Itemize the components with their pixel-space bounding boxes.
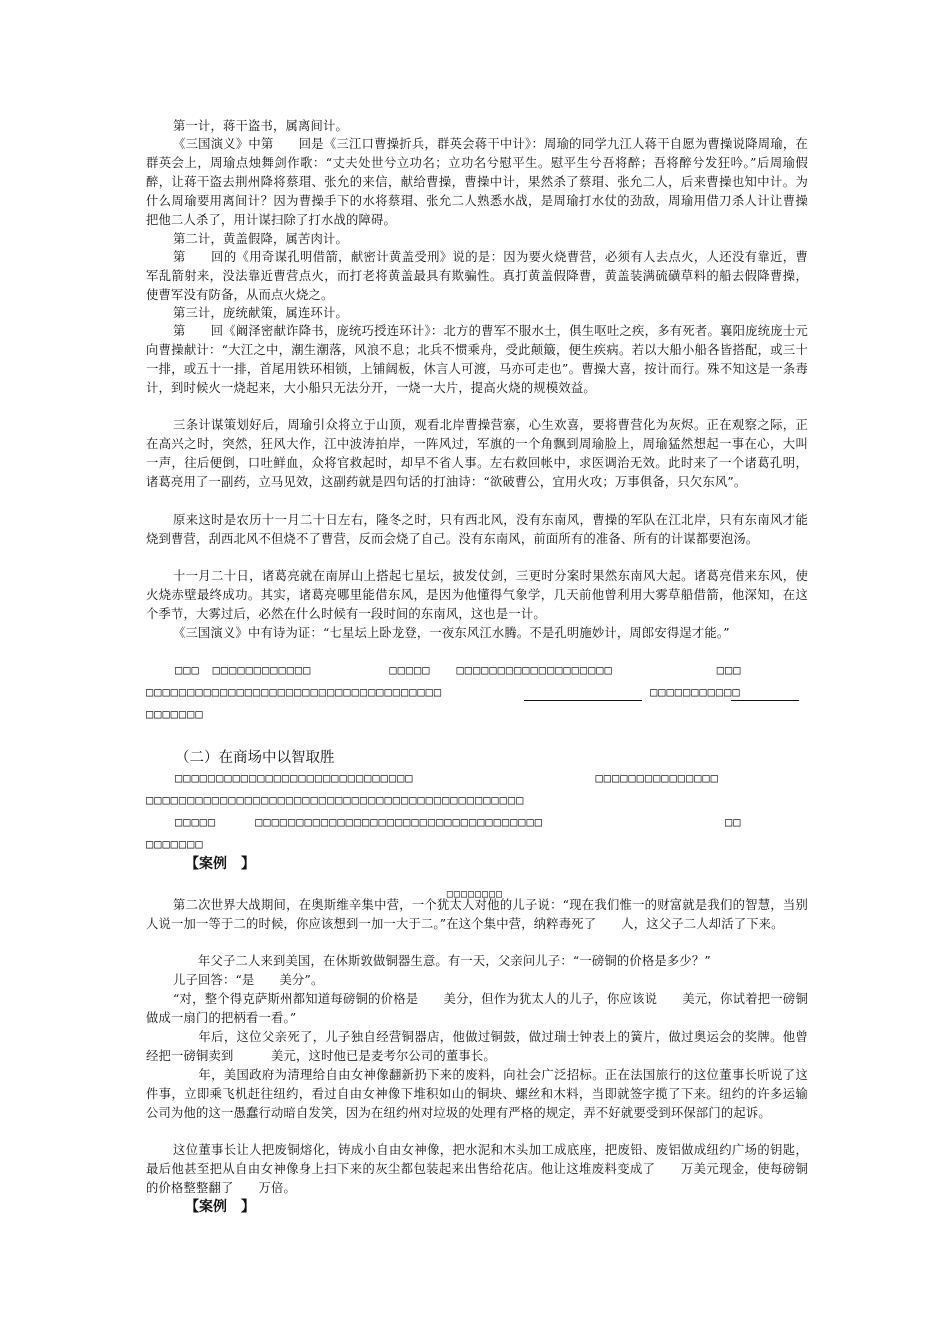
garbled-line: □□□□□□□	[146, 837, 204, 851]
paragraph-wind-direction: 原来这时是农历十一月二十日左右，隆冬之时，只有西北风，没有东南风，曹操的军队在江北岸，只有东南风才能烧到曹营，刮西北风不但烧不了曹营，反而会烧了自己。没有东南风，前面所有的准备、所有的计谋都要泡汤。	[146, 513, 808, 546]
garbled-line: □□□□□ □□□□□□□□□□□□□□□□□□□□□□□□□□□□□□□□□□□ □□	[175, 815, 742, 829]
paragraph-first-strategy-title: 第一计，蒋干盗书，属离间计。	[173, 119, 348, 133]
paragraph-seven-star-altar: 十一月二十日，诸葛亮就在南屏山上搭起七星坛，披发仗剑，三更时分案时果然东南风大起。诸葛亮借来东风，使火烧赤壁最终成功。其实，诸葛亮哪里能借东风，是因为他懂得气象学，几天前他曾利用大雾草船借箭，他深知，在这个季节，大雾过后，必然在什么时候有一段时间的东南风，这也是一计。	[146, 569, 808, 621]
garbled-line: □□□□□□□□□□□□□□□□□□□□□□□□□□□□□□□□□□□□□□□□□□□□□□	[146, 793, 525, 807]
blank-underline	[524, 700, 642, 701]
paragraph-son-business: 年后，这位父亲死了，儿子独自经营铜器店，他做过铜鼓，做过瑞士钟表上的簧片，做过奥运会的奖牌。他曾经把一磅铜卖到 美元，这时他已是麦考尔公司的董事长。	[146, 1030, 808, 1063]
paragraph-poem: 《三国演义》中有诗为证：“七星坛上卧龙登，一夜东风江水腾。不是孔明施妙计，周郎安得逞才能。”	[173, 626, 730, 640]
paragraph-statue-of-liberty: 年，美国政府为清理给自由女神像翻新扔下来的废料，向社会广泛招标。正在法国旅行的这位董事长听说了这件事，立即乘飞机赶往纽约，看过自由女神像下堆积如山的铜块、螺丝和木料，当即就签字揽了下来。纽约的许多运输公司为他的这一愚蠢行动暗自发笑，因为在纽约州对垃圾的处理有严格的规定，弄不好就要受到环保部门的起诉。	[146, 1068, 808, 1120]
paragraph-waste-to-cash: 这位董事长让人把废铜熔化，铸成小自由女神像，把水泥和木头加工成底座，把废铅、废铝做成纽约广场的钥匙，最后他甚至把从自由女神像身上扫下来的灰尘都包装起来出售给花店。他让这堆废料变成了 万美元现金，使每磅铜的价格整整翻了 万倍。	[146, 1143, 808, 1195]
case-subtitle: □□□□□□□□	[446, 889, 504, 900]
paragraph-jiang-gan: 《三国演义》中第 回是《三江口曹操折兵，群英会蒋干中计》：周瑜的同学九江人蒋干自愿为曹操说降周瑜，在群英会上，周瑜点烛舞剑作歌：“丈夫处世兮立功名；立功名兮慰平生。慰平生兮吾将醉；吾将醉兮发狂吟。”后周瑜假醉，让蒋干盗去荆州降将蔡瑁、张允的来信，献给曹操，曹操中计，果然杀了蔡瑁、张允二人，后来曹操也知中计。为什么周瑜要用离间计？因为曹操手下的水将蔡瑁、张允二人熟悉水战，是周瑜打水仗的劲敌，周瑜用借刀杀人计让曹操把他二人杀了，用计谋扫除了打水战的障碍。	[146, 137, 808, 227]
paragraph-father-reply: “对，整个得克萨斯州都知道每磅铜的价格是 美分，但作为犹太人的儿子，你应该说 美元，你试着把一磅铜做成一扇门的把柄看一看。”	[146, 992, 808, 1025]
paragraph-houston: 年父子二人来到美国，在休斯敦做铜器生意。有一天，父亲问儿子：“一磅铜的价格是多少？”	[173, 954, 711, 968]
paragraph-third-strategy-title: 第三计，庞统献策，属连环计。	[173, 306, 348, 320]
blank-underline	[731, 700, 799, 701]
garbled-line: □□□□□□□	[146, 707, 204, 721]
paragraph-auschwitz: 第二次世界大战期间，在奥斯维辛集中营，一个犹太人对他的儿子说：“现在我们惟一的财富就是我们的智慧，当别人说一加一等于二的时候，你应该想到一加一大于二。”在这个集中营，纳粹毒死了 人，这父子二人却活了下来。	[146, 898, 808, 931]
paragraph-zhou-yu-illness: 三条计谋策划好后，周瑜引众将立于山顶，观看北岸曹操营寨，心生欢喜，要将曹营化为灰烬。正在观察之际，正在高兴之时，突然，狂风大作，江中波涛拍岸，一阵风过，军旗的一个角飘到周瑜脸上，周瑜猛然想起一事在心，大叫一声，往后便倒，口吐鲜血，众将官救起时，却早不省人事。左右救回帐中，求医调治无效。此时来了一个诸葛孔明，诸葛亮用了一副药，立马见效，这副药就是四句话的打油诗：“欲破曹公，宜用火攻；万事俱备，只欠东风”。	[146, 418, 808, 489]
paragraph-second-strategy-title: 第二计，黄盖假降，属苦肉计。	[173, 232, 348, 246]
garbled-line: □□□□□□□□□□□□□□□□□□□□□□□□□□□□□ □□□□□□□□□□□□□□□	[175, 771, 719, 785]
section-heading: （二）在商场中以智取胜	[175, 750, 335, 766]
garbled-line: □□□ □□□□□□□□□□□□ □□□□□ □□□□□□□□□□□□□□□□□□□ □□□	[175, 663, 742, 677]
case-label: 【案例 】	[185, 856, 255, 872]
paragraph-son-answer: 儿子回答：“是 美分”。	[173, 973, 324, 987]
case-label: 【案例 】	[185, 1199, 255, 1215]
paragraph-pang-tong: 第 回《阚泽密献诈降书，庞统巧授连环计》：北方的曹军不服水土，俱生呕吐之疾，多有死者。襄阳庞统庞士元向曹操献计：“大江之中，潮生潮落，风浪不息；北兵不惯乘舟，受此颠簸，便生疾病。若以大船小船各皆搭配，或三十一排，或五十一排，首尾用铁环相锁，上铺阔板，休言人可渡，马亦可走也”。曹操大喜，按计而行。殊不知这是一条毒计，到时候火一烧起来，大小船只无法分开，一烧一大片，提高火烧的规模效益。	[146, 324, 808, 395]
paragraph-huang-gai: 第 回的《用奇谋孔明借箭，献密计黄盖受刑》说的是：因为要火烧曹营，必须有人去点火，人还没有靠近，曹军乱箭射来，没法靠近曹营点火，而打老将黄盖最具有欺骗性。真打黄盖假降曹，黄盖装满硫磺草料的船去假降曹操，使曹军没有防备，从而点火烧之。	[146, 250, 808, 302]
garbled-line: □□□□□□□□□□□□□□□□□□□□□□□□□□□□□□□□□□□□ □□□□□□□□□□□	[146, 685, 741, 699]
